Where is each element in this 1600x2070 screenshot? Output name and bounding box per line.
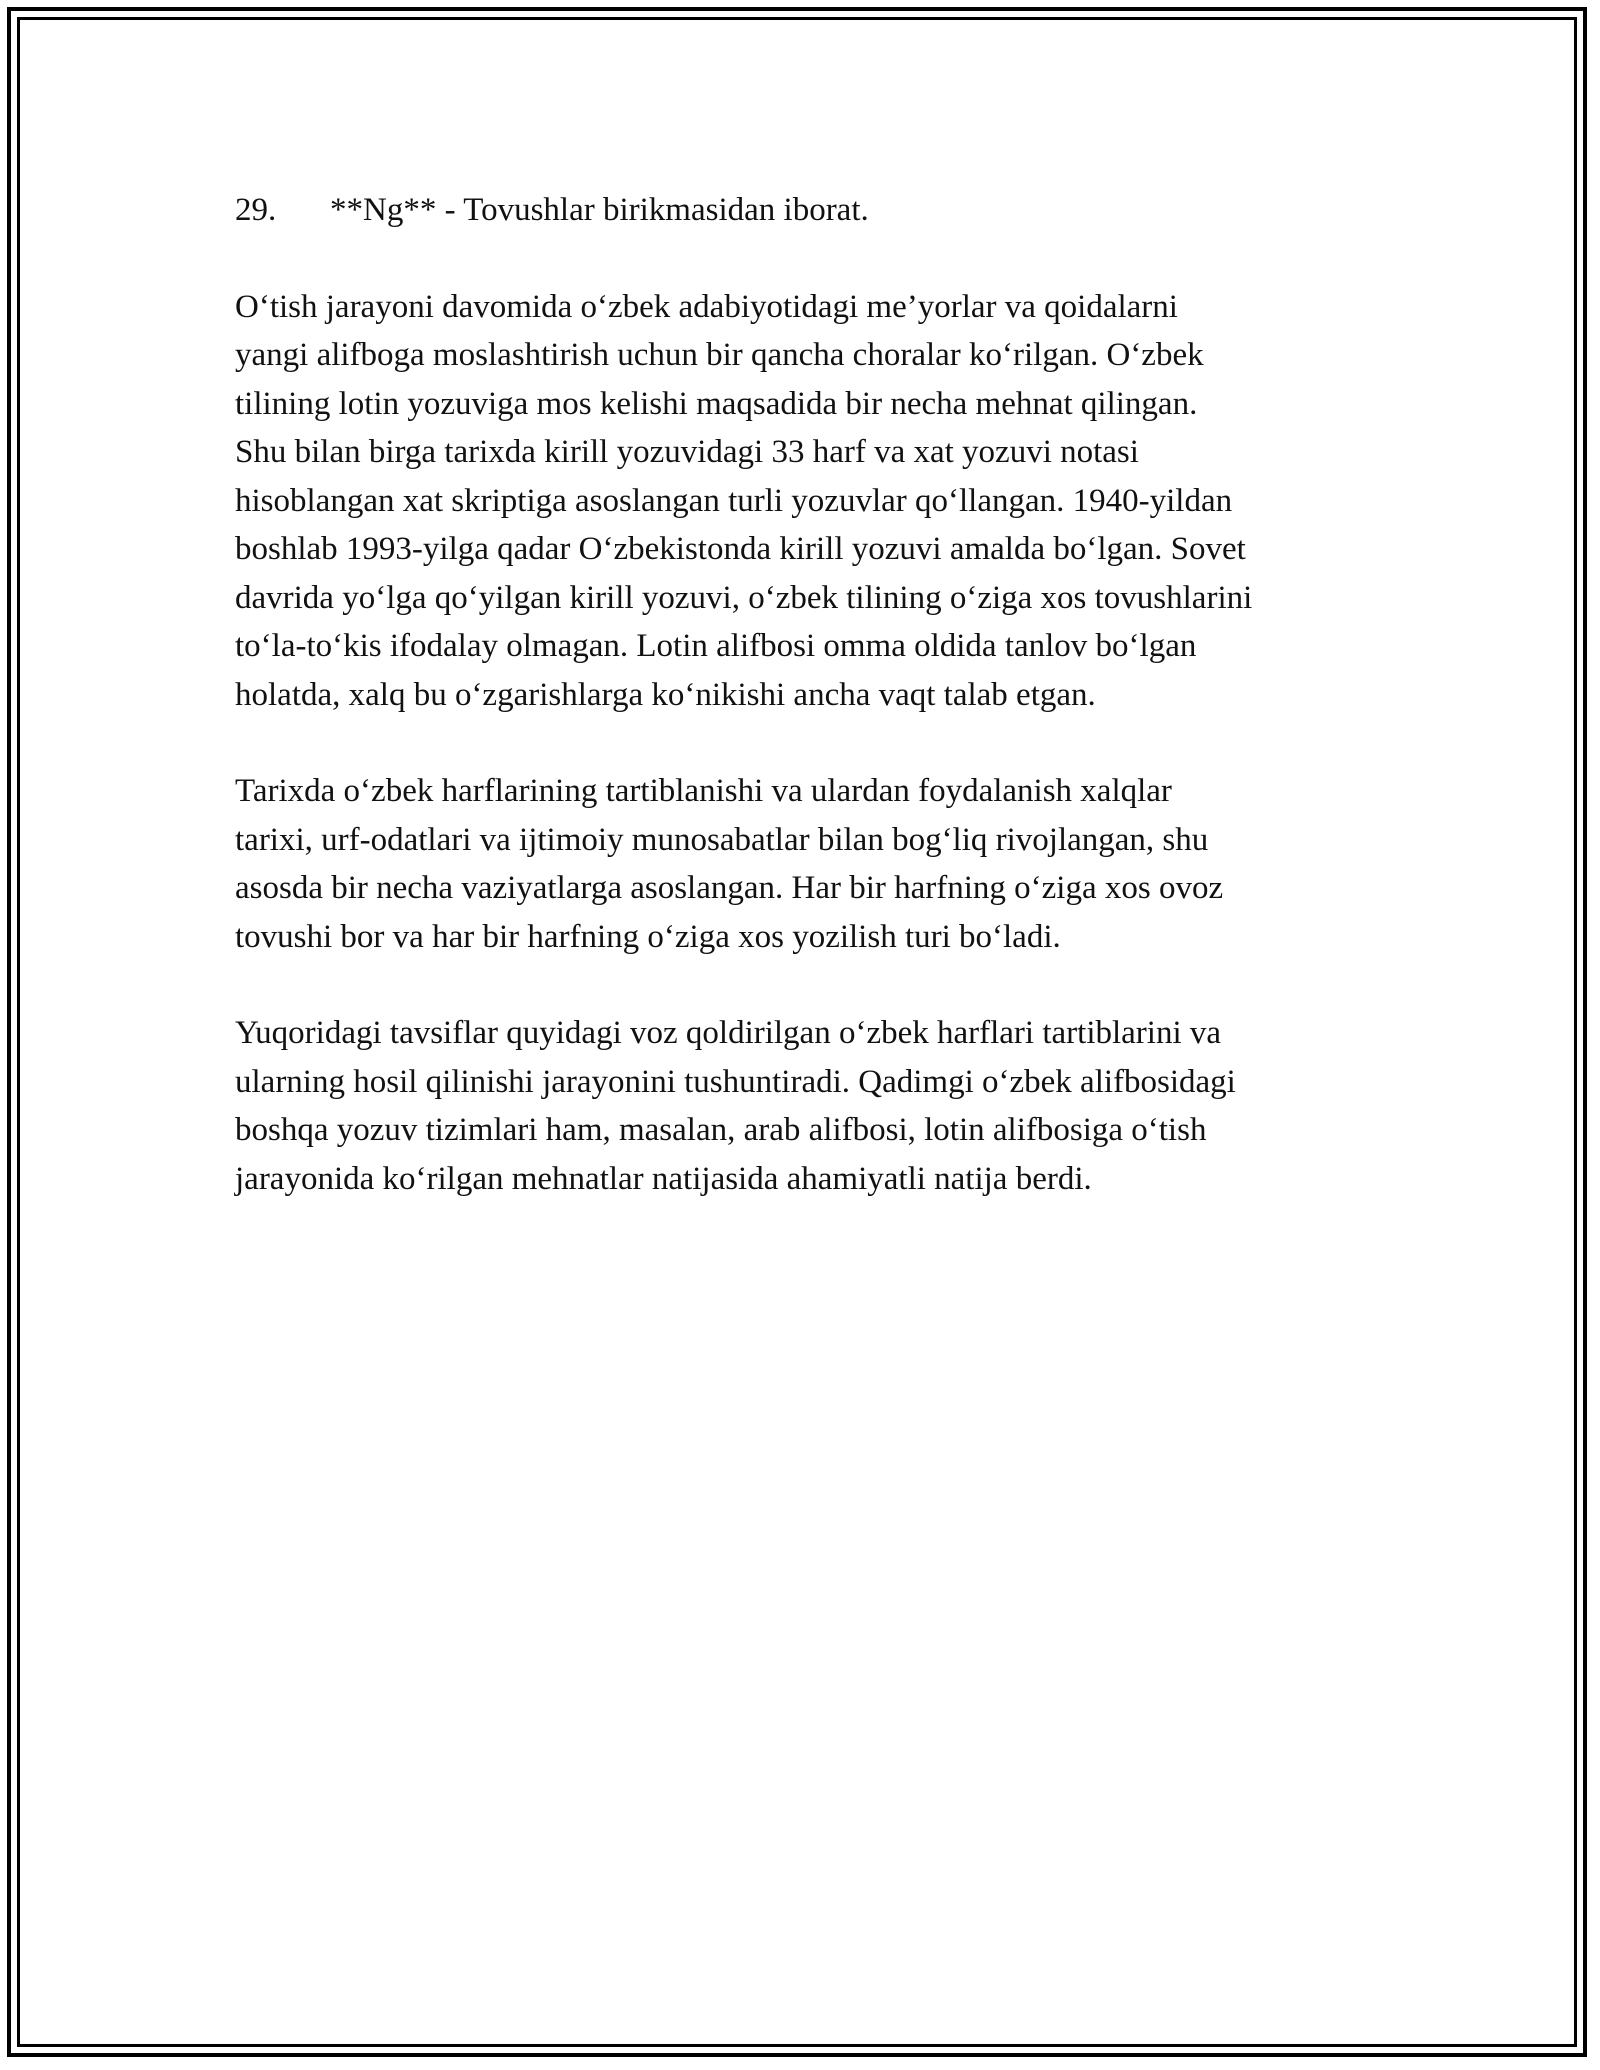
paragraph-1: O‘tish jarayoni davomida o‘zbek adabiyotidagi me’yorlar va qoidalarni yangi alifboga moslashtirish uchun bir qancha choralar ko‘rilgan. O‘zbek tilining lotin yozuviga mos kelishi maqsadida bir necha mehnat qilingan. Shu bilan birga tarixda kirill yozuvidagi 33 harf va xat yozuvi notasi hisoblangan xat skriptiga asoslangan turli yozuvlar qo‘llangan. 1940-yildan boshlab 1993-yilga qadar O‘zbekistonda kirill yozuvi amalda bo‘lgan. Sovet davrida yo‘lga qo‘yilgan kirill yozuvi, o‘zbek tilining o‘ziga xos tovushlarini to‘la-to‘kis ifodalay olmagan. Lotin alifbosi omma oldida tanlov bo‘lgan holatda, xalq bu o‘zgarishlarga ko‘nikishi ancha vaqt talab etgan.	[235, 288, 1253, 713]
list-item-text: **Ng** - Tovushlar birikmasidan iborat.	[330, 192, 869, 228]
document-body	[235, 186, 1375, 1251]
list-item	[235, 186, 1375, 235]
paragraph-3: Yuqoridagi tavsiflar quyidagi voz qoldirilgan o‘zbek harflari tartiblarini va ularning hosil qilinishi jarayonini tushuntiradi. Qadimgi o‘zbek alifbosidagi boshqa yozuv tizimlari ham, masalan, arab alifbosi, lotin alifbosiga o‘tish jarayonida ko‘rilgan mehnatlar natijasida ahamiyatli natija berdi.	[235, 1015, 1236, 1197]
paragraph-2: Tarixda o‘zbek harflarining tartiblanishi va ulardan foydalanish xalqlar tarixi, urf-odatlari va ijtimoiy munosabatlar bilan bog‘liq rivojlangan, shu asosda bir necha vaziyatlarga asoslangan. Har bir harfning o‘ziga xos ovoz tovushi bor va har bir harfning o‘ziga xos yozilish turi bo‘ladi.	[235, 773, 1224, 955]
list-item-number: 29.	[235, 192, 277, 228]
